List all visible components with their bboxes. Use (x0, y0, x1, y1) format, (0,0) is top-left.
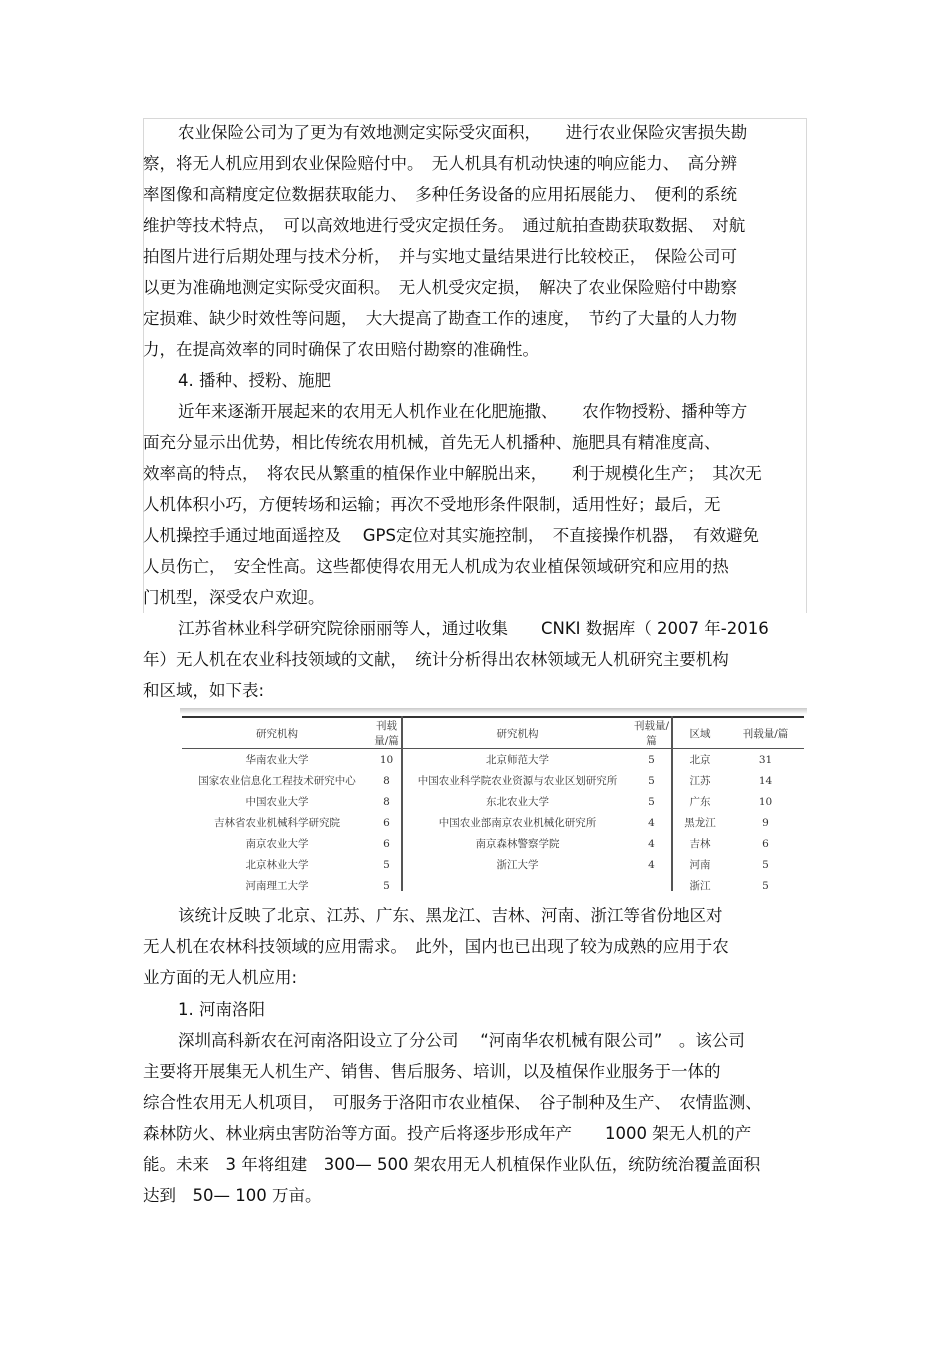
paragraph-line: 达到 50— 100 万亩。 (143, 1186, 322, 1205)
paragraph-line: 无人机在农林科技领域的应用需求。 此外，国内也已出现了较为成熟的应用于农 (143, 937, 729, 956)
stats-table (182, 716, 804, 891)
table-cell: 南京森林警察学院 (475, 838, 560, 850)
table-header-cell: 研究机构 (496, 727, 539, 740)
paragraph-line: 定损难、缺少时效性等问题， 大大提高了勘查工作的速度， 节约了大量的人力物 (143, 309, 737, 328)
table-cell: 8 (372, 770, 402, 791)
paragraph-line: 人机体积小巧，方便转场和运输；再次不受地形条件限制，适用性好；最后，无 (143, 495, 721, 514)
paragraph-line: 主要将开展集无人机生产、销售、售后服务、培训，以及植保作业服务于一体的 (143, 1062, 721, 1081)
paragraph-line: 门机型，深受农户欢迎。 (143, 588, 325, 607)
table-cell: 5 (762, 879, 769, 891)
table-cell: 5 (372, 875, 402, 891)
table-cell: 河南 (689, 859, 711, 871)
paragraph-line: 效率高的特点， 将农民从繁重的植保作业中解脱出来， 利于规模化生产； 其次无 (143, 464, 762, 483)
stats-table-image (180, 708, 807, 891)
text-frame-top (143, 118, 807, 119)
table-cell: 5 (632, 749, 672, 771)
table-cell: 5 (762, 858, 769, 871)
table-row (182, 833, 804, 854)
table-cell: 广东 (689, 796, 711, 808)
table-header-row (182, 717, 804, 749)
table-cell: 东北农业大学 (486, 796, 549, 808)
table-cell: 10 (372, 749, 402, 771)
table-cell: 9 (762, 816, 769, 829)
table-row (182, 749, 804, 771)
table-cell: 河南理工大学 (245, 880, 309, 891)
paragraph-line: 和区域，如下表: (143, 681, 265, 700)
paragraph-line: 面充分显示出优势，相比传统农用机械，首先无人机播种、施肥具有精准度高、 (143, 433, 721, 452)
paragraph-line: 拍图片进行后期处理与技术分析， 并与实地丈量结果进行比较校正， 保险公司可 (143, 247, 737, 266)
table-header-cell: 刊载量/篇 (632, 717, 672, 749)
table-cell: 北京 (689, 754, 711, 766)
paragraph-line: 综合性农用无人机项目， 可服务于洛阳市农业植保、 谷子制种及生产、 农情监测、 (143, 1093, 762, 1112)
table-row (182, 770, 804, 791)
table-cell: 4 (632, 854, 672, 875)
table-cell: 北京师范大学 (486, 754, 549, 766)
paragraph-line: 农业保险公司为了更为有效地测定实际受灾面积， 进行农业保险灾害损失勘 (178, 123, 748, 142)
table-cell: 10 (758, 795, 773, 808)
table-cell: 中国农业科学院农业资源与农业区划研究所 (417, 775, 618, 787)
table-cell: 14 (758, 774, 773, 787)
section-heading: 1. 河南洛阳 (178, 1000, 265, 1019)
table-cell: 华南农业大学 (245, 754, 309, 766)
paragraph-line: 人机操控手通过地面遥控及 GPS定位对其实施控制， 不直接操作机器， 有效避免 (143, 526, 759, 545)
table-row (182, 875, 804, 891)
table-cell (402, 875, 632, 891)
table-cell: 吉林省农业机械科学研究院 (214, 817, 340, 829)
table-row (182, 854, 804, 875)
table-header-cell: 研究机构 (256, 727, 298, 740)
table-cell: 南京农业大学 (245, 838, 309, 850)
paragraph-line: 人员伤亡， 安全性高。这些都使得农用无人机成为农业植保领域研究和应用的热 (143, 557, 729, 576)
paragraph-line: 维护等技术特点， 可以高效地进行受灾定损任务。 通过航拍查勘获取数据、 对航 (143, 216, 746, 235)
table-cell: 浙江 (689, 880, 711, 891)
paragraph-line: 深圳高科新农在河南洛阳设立了分公司 “河南华农机械有限公司” 。该公司 (178, 1031, 745, 1050)
table-cell: 吉林 (689, 838, 711, 850)
table-row (182, 791, 804, 812)
paragraph-line: 能。未来 3 年将组建 300— 500 架农用无人机植保作业队伍，统防统治覆盖面积 (143, 1155, 761, 1174)
table-cell: 5 (632, 791, 672, 812)
table-cell: 5 (372, 854, 402, 875)
paragraph-line: 以更为准确地测定实际受灾面积。 无人机受灾定损， 解决了农业保险赔付中勘察 (143, 278, 737, 297)
paragraph-line: 年）无人机在农业科技领域的文献， 统计分析得出农林领域无人机研究主要机构 (143, 650, 729, 669)
paragraph-line: 该统计反映了北京、江苏、广东、黑龙江、吉林、河南、浙江等省份地区对 (178, 906, 723, 925)
table-cell: 中国农业部南京农业机械化研究所 (438, 817, 597, 829)
table-row (182, 812, 804, 833)
table-cell: 中国农业大学 (245, 796, 309, 808)
paragraph-line: 率图像和高精度定位数据获取能力、 多种任务设备的应用拓展能力、 便利的系统 (143, 185, 737, 204)
section-heading: 4. 播种、授粉、施肥 (178, 371, 331, 390)
table-header-cell: 刊载量/篇 (372, 717, 402, 749)
table-cell: 4 (632, 833, 672, 854)
table-cell: 5 (632, 770, 672, 791)
text-frame-right (806, 118, 807, 613)
table-cell: 31 (758, 753, 773, 766)
table-cell: 浙江大学 (496, 859, 539, 871)
table-header-cell: 刊载量/篇 (742, 727, 789, 740)
table-cell: 江苏 (689, 775, 711, 787)
table-cell: 黑龙江 (684, 817, 716, 829)
table-cell: 6 (372, 812, 402, 833)
table-cell (632, 875, 672, 891)
table-cell: 6 (372, 833, 402, 854)
paragraph-line: 森林防火、林业病虫害防治等方面。投产后将逐步形成年产 1000 架无人机的产 (143, 1124, 752, 1143)
table-cell: 6 (762, 837, 769, 850)
paragraph-line: 力，在提高效率的同时确保了农田赔付勘察的准确性。 (143, 340, 539, 359)
table-cell: 8 (372, 791, 402, 812)
table-cell: 4 (632, 812, 672, 833)
paragraph-line: 业方面的无人机应用: (143, 968, 298, 987)
table-header-cell: 区域 (689, 727, 711, 740)
paragraph-line: 江苏省林业科学研究院徐丽丽等人，通过收集 CNKI 数据库（ 2007 年-2016 (178, 619, 769, 638)
paragraph-line: 察，将无人机应用到农业保险赔付中。 无人机具有机动快速的响应能力、 高分辨 (143, 154, 737, 173)
table-cell: 北京林业大学 (245, 859, 309, 871)
paragraph-line: 近年来逐渐开展起来的农用无人机作业在化肥施撒、 农作物授粉、播种等方 (178, 402, 748, 421)
table-cell: 国家农业信息化工程技术研究中心 (198, 775, 356, 787)
